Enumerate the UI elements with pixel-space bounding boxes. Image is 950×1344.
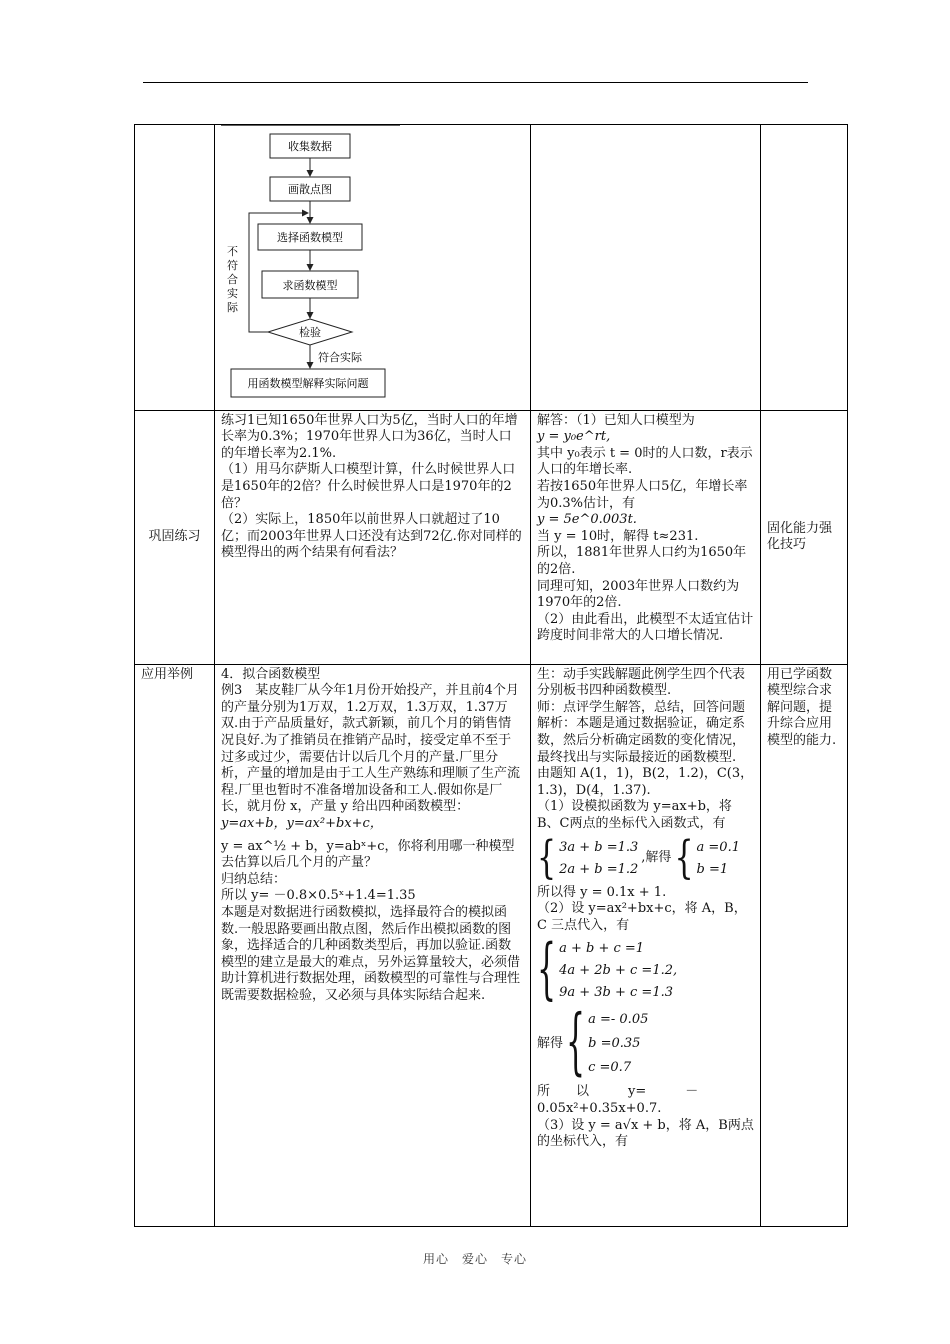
apply-para: 4．拟合函数模型 (221, 666, 321, 682)
intent-practice: 固化能力强化技巧 (761, 410, 848, 664)
answer-line: 所以得 y = 0.1x + 1. (537, 884, 667, 900)
practice-para: 练习1已知1650年世界人口为5亿，当时人口的年增长率为0.3%；1970年世界人口为36亿，当时人口的年增长率为2.1%. (221, 412, 518, 461)
solve-label: 解得 (537, 1036, 564, 1052)
practice-para: （1）用马尔萨斯人口模型计算，什么时候世界人口是1650年的2倍？什么时候世界人口是1970年的2倍？ (221, 462, 516, 511)
flowchart-row (135, 125, 848, 411)
flow-final-label: 用函数模型解释实际问题 (247, 377, 369, 390)
answer-line: 师：点评学生解答，总结，回答问题 (537, 699, 746, 715)
lesson-table (134, 124, 848, 1227)
brace-icon: { (674, 831, 694, 885)
equation: a =0.1 (696, 839, 740, 855)
answer-line: 解答：（1）已知人口模型为 (537, 412, 695, 428)
brace-icon: { (566, 1001, 586, 1086)
apply-answer (531, 664, 761, 1226)
practice-row (135, 410, 848, 664)
equation: b =1 (696, 861, 729, 877)
answer-line: （2）由此看出，此模型不太适宜估计跨度时间非常大的人口增长情况. (537, 611, 754, 644)
empty-cell (761, 125, 848, 411)
answer-line: 解析：本题是通过数据验证，确定系数，然后分析确定函数的变化情况，最终找出与实际最接近的函数模型. (537, 716, 746, 765)
answer-line: （2）设 y=ax²+bx+c，将 A，B，C 三点代入，有 (537, 901, 747, 933)
answer-formula: y = y₀e^rt, (537, 429, 611, 445)
equation: a + b + c =1 (559, 941, 645, 957)
equation-solution-2 (537, 1001, 754, 1086)
answer-line: 生：动手实践解题此例学生四个代表分别板书四种函数模型. (537, 666, 746, 699)
answer-line: （1）设模拟函数为 y=ax+b，将 B、C两点的坐标代入函数式，有 (537, 799, 732, 831)
answer-line: 同理可知，2003年世界人口数约为1970年的2倍. (537, 578, 740, 611)
flowchart (215, 125, 531, 404)
answer-line: 当 y = 10时，解得 t≈231. (537, 528, 699, 544)
solve-label: ,解得 (641, 850, 672, 866)
apply-content (215, 664, 531, 1226)
equation: 4a + 2b + c =1.2, (559, 963, 678, 979)
apply-para: 例3 某皮鞋厂从今年1月份开始投产，并且前4个月的产量分别为1万双，1.2万双，1.3万双，1.37万双.由于产品质量好，款式新颖，前几个月的销售情况良好.为了推销员在推销产品时，接受定单不至于过多或过少，需要估计以后几个月的产量.厂里分析，产量的增加是由于工人生产熟练和理顺了生产流程.厂里也暂时不准备增加设备和工人.假如你是厂长，就月份 x，产量 y 给出四种函数模型： (221, 683, 521, 815)
apply-para: 所以 y= －0.8×0.5ˣ+1.4=1.35 (221, 888, 416, 904)
empty-cell (135, 125, 215, 411)
equation: b =0.35 (588, 1036, 641, 1052)
page-footer: 用心 爱心 专心 (422, 1252, 527, 1266)
answer-line: 所 以 y= －0.05x²+0.35x+0.7. (537, 1084, 699, 1116)
answer-line: 由题知 A(1，1)，B(2，1.2)，C(3，1.3)，D(4，1.37). (537, 766, 754, 798)
flow-step-3-label: 选择函数模型 (277, 231, 343, 244)
stage-apply: 应用举例 (135, 664, 215, 1226)
equation: 2a + b =1.2 (559, 861, 639, 877)
apply-formula: y=ax+b，y=ax²+bx+c， (221, 815, 383, 831)
apply-para: 归纳总结： (221, 871, 287, 887)
stage-practice: 巩固练习 (135, 410, 215, 664)
flow-step-4-label: 求函数模型 (282, 279, 338, 292)
header-rule (143, 82, 808, 83)
equation: a =- 0.05 (588, 1012, 649, 1028)
equation-system-2 (537, 931, 754, 1009)
intent-apply: 用已学函数模型综合求解问题，提升综合应用模型的能力. (761, 664, 848, 1226)
flow-step-1-label: 收集数据 (288, 140, 332, 153)
apply-para: 本题是对数据进行函数模拟，选择最符合的模拟函数.一般思路要画出散点图，然后作出模拟函数的图象，选择适合的几种函数类型后，再加以验证.函数模型的建立是最大的难点，另外运算量较大，必须借助计算机进行数据处理，函数模型的可靠性与合理性既需要数据检验，又必须与具体实际结合起来. (221, 904, 521, 1003)
practice-content (215, 410, 531, 664)
answer-line: （3）设 y = a√x + b，将 A，B两点的坐标代入，有 (537, 1117, 754, 1150)
flow-pass-label: 符合实际 (318, 351, 362, 364)
answer-line: 其中 y₀表示 t = 0时的人口数，r表示人口的年增长率. (537, 445, 753, 478)
brace-icon: { (537, 931, 557, 1009)
flow-step-2-label: 画散点图 (288, 183, 332, 196)
apply-row (135, 664, 848, 1226)
equation: 3a + b =1.3 (559, 839, 639, 855)
empty-cell (531, 125, 761, 411)
answer-formula: y = 5e^0.003t. (537, 512, 637, 528)
practice-answer (531, 410, 761, 664)
answer-line: 若按1650年世界人口5亿，年增长率为0.3%估计，有 (537, 478, 748, 511)
equation: 9a + 3b + c =1.3 (559, 985, 674, 1001)
flowchart-cell (215, 125, 531, 411)
equation: c =0.7 (588, 1060, 632, 1076)
flow-fail-label: 不符合实际 (227, 245, 238, 314)
practice-para: （2）实际上，1850年以前世界人口就超过了10亿；而2003年世界人口还没有达到72亿.你对同样的模型得出的两个结果有何看法？ (221, 512, 522, 561)
equation-system-1 (537, 831, 754, 885)
apply-para: y = ax^½ + b，y=abˣ+c，你将利用哪一种模型去估算以后几个月的产量？ (221, 838, 515, 871)
brace-icon: { (537, 831, 557, 885)
answer-line: 所以，1881年世界人口约为1650年的2倍. (537, 545, 747, 577)
flow-check-label: 检验 (299, 326, 321, 339)
